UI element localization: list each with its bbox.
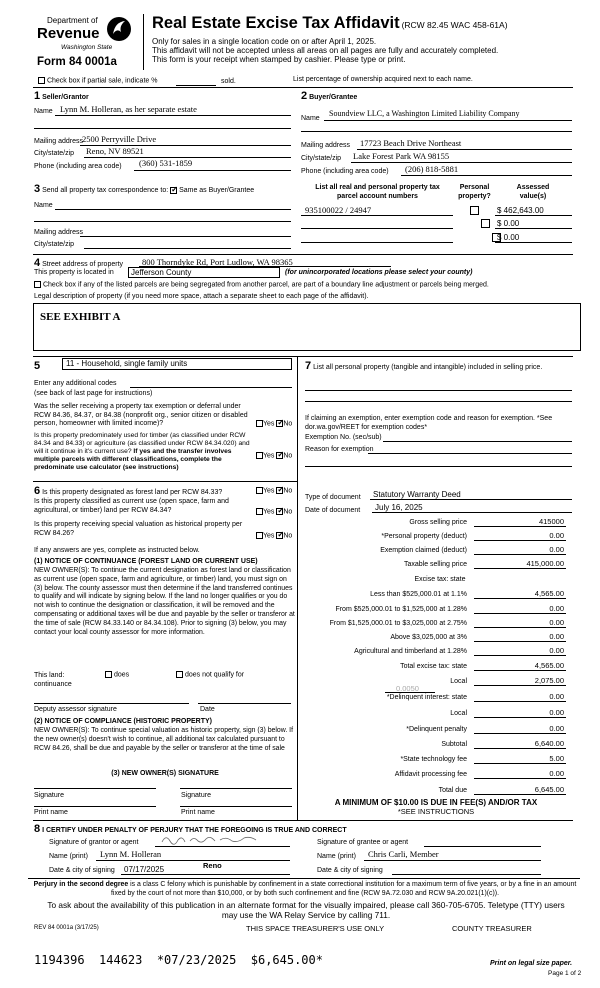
- owner-signature-line-1[interactable]: [34, 788, 156, 789]
- section5-q2-bold: If yes and the transfer involves multiple parcels with different classifications, complete the predominate use calculator (see instructions): [34, 448, 232, 471]
- doc-date-label: Date of document: [305, 507, 361, 514]
- street-label: Street address of property: [42, 261, 124, 268]
- tax-row-line: [474, 613, 566, 614]
- grantor-city[interactable]: Reno: [203, 861, 222, 870]
- q1-no-label: No: [283, 420, 293, 428]
- seller-name-line: [55, 115, 291, 116]
- q1-yes-label: Yes: [263, 420, 275, 428]
- section6-if-yes: If any answers are yes, complete as instructed below.: [34, 547, 200, 554]
- s6q1-yes-label: Yes: [263, 487, 275, 495]
- tax-row-label: *Delinquent penalty: [406, 726, 467, 733]
- continuance-label: continuance: [34, 681, 72, 688]
- s6q3-no-checkbox[interactable]: [276, 532, 283, 539]
- doc-type[interactable]: Statutory Warranty Deed: [373, 490, 461, 499]
- tax-row-value[interactable]: 0.00: [549, 646, 564, 655]
- does-not-label: does not qualify for: [184, 671, 245, 679]
- section5-q2-answers: [256, 452, 292, 459]
- street-address[interactable]: 800 Thorndyke Rd, Port Ludlow, WA 98365: [142, 257, 293, 267]
- parcel-value-line-1: [495, 228, 572, 229]
- land-use-select[interactable]: 11 - Household, single family units: [62, 358, 292, 370]
- doc-date[interactable]: July 16, 2025: [375, 503, 423, 512]
- minimum-due-note: A MINIMUM OF $10.00 IS DUE IN FEE(S) AND/OR TAX: [334, 798, 538, 807]
- tax-row-value[interactable]: 415000: [538, 517, 564, 526]
- see-back-note: (see back of last page for instructions): [34, 390, 153, 397]
- seller-name-line-2: [34, 128, 291, 129]
- section7-text: [305, 360, 570, 374]
- section6-q1-row: [34, 485, 222, 497]
- rev-number: REV 84 0001a (3/17/25): [34, 925, 99, 931]
- continuance-text: NEW OWNER(S): To continue the current designation as forest land or classification as current use (open space, farm and agriculture, or timber) land, you must sign on (3) below. The county assessor must then determine if the land transferred continues to qualify and will indicate by signing below. If the land no longer qualifies or you do not wish to continue the designation or classification, it will be removed and the compensating or additional taxes will be due and payable by the seller or transferor at the time of sale (RCW 84.33.140 or 84.34.108). Prior to signing (3) below, you may contact your local county assessor for more information.: [34, 567, 295, 636]
- buyer-section-number: 2: [301, 90, 308, 102]
- tax-row-line: [474, 778, 566, 779]
- additional-codes-line[interactable]: [130, 387, 292, 388]
- section4-street-row: [34, 257, 123, 269]
- tax-row-label: Less than $525,000.01 at 1.1%: [370, 591, 467, 598]
- tax-row-line: [474, 598, 566, 599]
- continuance-heading: (1) NOTICE OF CONTINUANCE (FOREST LAND OR CURRENT USE): [34, 558, 258, 565]
- section3-row: [34, 183, 254, 195]
- footer-divider: [28, 878, 580, 879]
- tax-row-value[interactable]: 415,000.00: [526, 559, 564, 568]
- tax-row-line: [474, 794, 566, 795]
- tax-row-line: [474, 554, 566, 555]
- tax-row-line: [474, 763, 566, 764]
- section5-q2-text: Is this property predominately used for timber (as classified under RCW 84.34 and 84.33) or agriculture (as classified under RCW 84.34.020) and will it continue in it's current use?: [34, 432, 250, 455]
- buyer-name-line-2: [301, 131, 572, 132]
- s6q1-yes-checkbox[interactable]: [256, 487, 263, 494]
- tax-row-label: Total due: [438, 787, 467, 794]
- buyer-phone[interactable]: (206) 818-5881: [405, 164, 459, 174]
- section3-mailing-label: Mailing address: [34, 229, 84, 236]
- grantee-date-line[interactable]: [392, 874, 541, 875]
- buyer-phone-line: [401, 175, 572, 176]
- parcel-row-line-2: [301, 242, 453, 243]
- grantor-name[interactable]: Lynn M. Holleran: [100, 849, 162, 859]
- form-title: Real Estate Excise Tax Affidavit: [152, 14, 400, 32]
- section7-label: List all personal property (tangible and intangible) included in selling price.: [313, 364, 543, 371]
- segregated-row: [34, 281, 489, 288]
- section3-city-line[interactable]: [84, 248, 291, 249]
- buyer-city[interactable]: Lake Forest Park WA 98155: [353, 151, 450, 161]
- s6q3-yes-checkbox[interactable]: [256, 532, 263, 539]
- deputy-date-label: Date: [200, 706, 215, 713]
- tax-row-label: Taxable selling price: [403, 561, 467, 568]
- tax-row-value[interactable]: 0.00: [549, 618, 564, 627]
- seller-phone[interactable]: (360) 531-1859: [139, 158, 193, 168]
- legal-label: Legal description of property (if you need more space, attach a separate sheet to each page of the affidavit).: [34, 293, 369, 300]
- q2-yes-label: Yes: [263, 452, 275, 460]
- grantor-signature-scribble: [160, 832, 260, 846]
- grantor-signature-label: Signature of grantor or agent: [49, 839, 139, 846]
- perjury-bold: Perjury in the second degree: [33, 881, 129, 888]
- deputy-date-line[interactable]: [198, 703, 291, 704]
- seller-city-label: City/state/zip: [34, 150, 75, 157]
- section4-number: 4: [34, 257, 41, 269]
- grantor-signature-line: [155, 846, 290, 847]
- q1-no-checkbox[interactable]: [276, 420, 283, 427]
- tax-row-label: From $1,525,000.01 to $3,025,000 at 2.75%: [329, 620, 467, 627]
- q2-no-checkbox[interactable]: [276, 452, 283, 459]
- tax-row-line: [474, 733, 566, 734]
- section8-heading: I CERTIFY UNDER PENALTY OF PERJURY THAT THE FOREGOING IS TRUE AND CORRECT: [42, 827, 347, 834]
- tax-row-value[interactable]: 6,645.00: [534, 785, 564, 794]
- section6-q3: Is this property receiving special valuation as historical property per RCW 84.26?: [34, 521, 243, 537]
- column-divider: [297, 356, 298, 821]
- s6q3-yes-label: Yes: [263, 532, 275, 540]
- tax-row-line: [474, 670, 566, 671]
- seller-phone-line: [134, 170, 291, 171]
- legal-size-note: Print on legal size paper.: [490, 960, 573, 967]
- parcel-value-line-0: [495, 215, 572, 216]
- local-rate-line: [385, 692, 435, 693]
- tax-row-line: [474, 627, 566, 628]
- seller-name-label: Name: [34, 108, 53, 115]
- tax-row-line: [474, 655, 566, 656]
- s6q3-no-label: No: [283, 532, 293, 540]
- s6q1-no-label: No: [283, 487, 293, 495]
- same-as-buyer-checkbox[interactable]: [170, 187, 177, 194]
- page-number: Page 1 of 2: [548, 970, 582, 977]
- section3-mailing-line[interactable]: [80, 236, 291, 237]
- exemption-text: If claiming an exemption, enter exemption code and reason for exemption. *See dor.wa.gov/REET for exemption codes*: [305, 415, 553, 431]
- doc-type-line: [370, 499, 572, 500]
- tax-row-label: *Delinquent interest: state: [386, 694, 467, 701]
- tax-row-label: Above $3,025,000 at 3%: [390, 634, 467, 641]
- section-divider-4: [33, 254, 573, 255]
- tax-row-value[interactable]: 0.00: [549, 531, 564, 540]
- tax-row-line: [474, 641, 566, 642]
- tax-row-label: Agricultural and timberland at 1.28%: [354, 648, 467, 655]
- grantee-name[interactable]: Chris Carli, Member: [368, 849, 439, 859]
- section5-q1-answers: [256, 420, 292, 427]
- tax-row-line: [474, 540, 566, 541]
- section3-number: 3: [34, 183, 41, 195]
- tax-row-label: Gross selling price: [409, 519, 467, 526]
- legal-description-box[interactable]: [33, 303, 581, 351]
- partial-sale-sold: sold.: [221, 78, 236, 85]
- tax-row-line: [474, 568, 566, 569]
- section6-number: 6: [34, 485, 41, 497]
- section3-city-label: City/state/zip: [34, 241, 75, 248]
- exemption-no-line[interactable]: [383, 441, 572, 442]
- compliance-text: NEW OWNER(S): To continue special valuation as historic property, sign (3) below. If the new owner(s) doesn't wish to continue, all additional tax calculated pursuant to RCW 84.26, shall be due and payable by the seller or transferor at the time of sale: [34, 727, 294, 752]
- tax-row-value[interactable]: 0.00: [549, 692, 564, 701]
- s6q2-yes-label: Yes: [263, 508, 275, 516]
- tax-row-value[interactable]: 6,640.00: [534, 739, 564, 748]
- section8-number: 8: [34, 823, 41, 835]
- exemption-no-label: Exemption No. (sec/sub): [305, 434, 382, 441]
- this-land-text: This land:: [34, 672, 65, 679]
- personal-property-line-1[interactable]: [305, 390, 572, 391]
- partial-sale-checkbox[interactable]: [38, 77, 45, 84]
- grantee-date-label: Date & city of signing: [317, 867, 383, 874]
- county-treasurer: COUNTY TREASURER: [452, 924, 532, 933]
- does-option: [105, 671, 129, 678]
- tax-row-label: Total excise tax: state: [400, 663, 467, 670]
- deputy-signature-label: Deputy assessor signature: [34, 706, 117, 713]
- grantee-name-label: Name (print): [317, 853, 356, 860]
- tax-row-label: Local: [450, 678, 467, 685]
- buyer-heading-label: Buyer/Grantee: [309, 94, 358, 101]
- parcel-value-line-2: [495, 242, 572, 243]
- tax-row-label: Exemption claimed (deduct): [380, 547, 467, 554]
- grantor-date-label: Date & city of signing: [49, 867, 115, 874]
- dor-swirl-icon: [105, 14, 133, 44]
- section6-q2: Is this property classified as current use (open space, farm and agricultural, or timber) land per RCW 84.34?: [34, 498, 229, 514]
- parcel-value-1[interactable]: $ 0.00: [497, 219, 520, 228]
- parcel-row-line-1: [301, 228, 453, 229]
- seller-heading: [34, 90, 89, 102]
- seller-phone-label: Phone (including area code): [34, 163, 122, 170]
- buyer-mailing-line: [357, 149, 572, 150]
- section6-q1-answers: [256, 487, 292, 494]
- local-rate: 0.0050: [396, 684, 419, 693]
- tax-row-value[interactable]: 0.00: [549, 632, 564, 641]
- parcel-row-line-0: [301, 215, 453, 216]
- buyer-name[interactable]: Soundview LLC, a Washington Limited Liability Company: [329, 109, 520, 118]
- tax-row-line: [474, 717, 566, 718]
- seller-mailing[interactable]: 2500 Perryville Drive: [82, 134, 157, 144]
- parcels-header-personal: Personal property?: [458, 184, 491, 200]
- buyer-mailing-label: Mailing address: [301, 142, 351, 149]
- dor-logo-text-department: Department of: [47, 16, 98, 25]
- header-divider: [143, 14, 144, 70]
- grantor-date[interactable]: 07/17/2025: [124, 865, 165, 874]
- tax-row-value[interactable]: 0.00: [549, 724, 564, 733]
- section6-q3-answers: [256, 532, 292, 539]
- section6-q2-answers: [256, 508, 292, 515]
- seller-name[interactable]: Lynn M. Holleran, as her separate estate: [60, 104, 197, 114]
- tax-row-value[interactable]: 5.00: [549, 754, 564, 763]
- owner-signature-label-2: Signature: [181, 792, 211, 799]
- buyer-city-label: City/state/zip: [301, 155, 342, 162]
- section3-name-label: Name: [34, 202, 53, 209]
- grantee-signature-line[interactable]: [424, 846, 541, 847]
- parcel-personal-checkbox-1[interactable]: [481, 219, 490, 228]
- buyer-city-line: [351, 162, 572, 163]
- section5-q2: [34, 432, 256, 472]
- located-label: This property is located in: [34, 269, 114, 276]
- section3-name-line-2: [34, 221, 291, 222]
- tax-row-value[interactable]: 0.00: [549, 708, 564, 717]
- treasurer-stamp: 1194396 144623 *07/23/2025 $6,645.00*: [34, 953, 323, 967]
- s6q2-no-label: No: [283, 508, 293, 516]
- dor-logo-text-state: Washington State: [61, 44, 113, 51]
- tax-row-label: Excise tax: state: [414, 576, 466, 583]
- tax-row-label: From $525,000.01 to $1,525,000 at 1.28%: [335, 606, 467, 613]
- county-note: (for unincorporated locations please select your county): [285, 269, 473, 276]
- header-note-2: This affidavit will not be accepted unless all areas on all pages are fully and accurately completed.: [152, 46, 499, 55]
- tax-row-value[interactable]: 0.00: [549, 545, 564, 554]
- grantor-name-label: Name (print): [49, 853, 88, 860]
- form-rcw: (RCW 82.45 WAC 458-61A): [401, 20, 508, 30]
- header-note-1: Only for sales in a single location code on or after April 1, 2025.: [152, 37, 377, 46]
- section7-number: 7: [305, 360, 312, 372]
- buyer-mailing[interactable]: 17723 Beach Drive Northeast: [360, 138, 462, 148]
- does-checkbox[interactable]: [105, 671, 112, 678]
- parcel-personal-checkbox-0[interactable]: [470, 206, 479, 215]
- buyer-phone-label: Phone (including area code): [301, 168, 389, 175]
- section-divider-5: [33, 356, 573, 357]
- perjury-notice: [26, 881, 584, 898]
- tax-row-value[interactable]: 4,565.00: [534, 589, 564, 598]
- tax-row-line: [474, 748, 566, 749]
- grantee-signature-label: Signature of grantee or agent: [317, 839, 409, 846]
- new-owner-signature-heading: (3) NEW OWNER(S) SIGNATURE: [111, 770, 219, 777]
- dor-logo: [33, 14, 133, 72]
- section5-number: 5: [34, 360, 41, 372]
- s6q1-no-checkbox[interactable]: [276, 487, 283, 494]
- additional-codes-label: Enter any additional codes: [34, 380, 117, 387]
- grantee-name-line: [364, 860, 541, 861]
- same-as-buyer-label: Same as Buyer/Grantee: [179, 187, 255, 194]
- q1-yes-checkbox[interactable]: [256, 420, 263, 427]
- does-label: does: [113, 671, 130, 679]
- tax-row-label: Local: [450, 710, 467, 717]
- owner-print-label-1: Print name: [34, 809, 68, 816]
- seller-mailing-label: Mailing address: [34, 138, 84, 145]
- treasurer-use: THIS SPACE TREASURER'S USE ONLY: [246, 924, 385, 933]
- grantor-name-line: [96, 860, 290, 861]
- tax-row-value[interactable]: 0.00: [549, 769, 564, 778]
- reason-line[interactable]: [368, 453, 572, 454]
- section-divider-top: [33, 87, 573, 88]
- doc-type-label: Type of document: [305, 494, 361, 501]
- compliance-heading: (2) NOTICE OF COMPLIANCE (HISTORIC PROPERTY): [34, 718, 212, 725]
- perjury-text: is a class C felony which is punishable by confinement in a state correctional institution for a maximum term of five years, or by a fine in an amount fixed by the court of not more than $10,000, or by both such confinement and fine (RCW 9A.72.030 and RCW 9A.20.021(1)(c)).: [111, 881, 577, 897]
- section-divider-6: [33, 481, 297, 482]
- section3-text: Send all property tax correspondence to:: [42, 187, 169, 194]
- buyer-heading: [301, 90, 357, 102]
- tax-row-label: Affidavit processing fee: [394, 771, 467, 778]
- owner-signature-line-2[interactable]: [180, 788, 292, 789]
- form-title-row: [152, 14, 508, 33]
- grantor-date-line: [121, 874, 290, 875]
- tax-row-value[interactable]: 0.00: [549, 604, 564, 613]
- deputy-signature-line[interactable]: [34, 703, 189, 704]
- seller-heading-label: Seller/Grantor: [42, 94, 89, 101]
- owner-signature-label-1: Signature: [34, 792, 64, 799]
- tax-row-line: [474, 526, 566, 527]
- owner-print-line-1[interactable]: [34, 806, 156, 807]
- tax-row-value[interactable]: 2,075.00: [534, 676, 564, 685]
- see-instructions: *SEE INSTRUCTIONS: [397, 807, 475, 816]
- seller-section-number: 1: [34, 90, 41, 102]
- owner-print-line-2[interactable]: [180, 806, 292, 807]
- tax-row-line: [474, 701, 566, 702]
- parcel-value-0[interactable]: $ 462,643.00: [497, 206, 544, 215]
- tax-row-label: Subtotal: [441, 741, 467, 748]
- form-number: Form 84 0001a: [37, 56, 117, 68]
- this-land-label: [34, 671, 72, 689]
- buyer-name-line: [324, 120, 572, 121]
- parcels-header-numbers: List all real and personal property tax parcel account numbers: [315, 184, 440, 200]
- partial-sale-row: [38, 77, 157, 84]
- tax-row-label: *Personal property (deduct): [381, 533, 467, 540]
- section-divider-8: [33, 820, 573, 821]
- personal-property-line-2[interactable]: [305, 401, 572, 402]
- section6-q1: Is this property designated as forest land per RCW 84.33?: [42, 489, 223, 496]
- header-note-3: This form is your receipt when stamped by cashier. Please type or print.: [152, 55, 406, 64]
- owner-print-label-2: Print name: [181, 809, 215, 816]
- does-not-option: [176, 671, 244, 678]
- tax-row-label: *State technology fee: [400, 756, 467, 763]
- section5-q1: Was the seller receiving a property tax exemption or deferral under RCW 84.36, 84.37, or 84.38 (nonprofit org., senior citizen or disabled person, homeowner with limited income)?: [34, 403, 248, 427]
- parcel-value-2[interactable]: $ 0.00: [497, 233, 520, 242]
- county-select[interactable]: Jefferson County: [128, 267, 280, 278]
- partial-sale-label: Check box if partial sale, indicate %: [46, 77, 158, 85]
- segregated-checkbox[interactable]: [34, 281, 41, 288]
- legal-description: SEE EXHIBIT A: [40, 311, 121, 323]
- buyer-name-label: Name: [301, 115, 320, 122]
- reason-line-2[interactable]: [305, 466, 572, 467]
- partial-sale-percent-line[interactable]: [176, 85, 216, 86]
- doc-date-line: [372, 512, 572, 513]
- tax-row-line: [474, 685, 566, 686]
- reason-label: Reason for exemption: [305, 446, 374, 453]
- ownership-note: List percentage of ownership acquired next to each name.: [293, 76, 473, 83]
- q2-no-label: No: [283, 452, 293, 460]
- parcel-number-0[interactable]: 935100022 / 24947: [305, 205, 372, 215]
- dor-logo-text-revenue: Revenue: [37, 25, 100, 42]
- s6q2-yes-checkbox[interactable]: [256, 508, 263, 515]
- q2-yes-checkbox[interactable]: [256, 452, 263, 459]
- segregated-label: Check box if any of the listed parcels are being segregated from another parcel, are part of a boundary line adjustment or parcels being merged.: [42, 281, 489, 289]
- s6q2-no-checkbox[interactable]: [276, 508, 283, 515]
- tax-row-value[interactable]: 4,565.00: [534, 661, 564, 670]
- section3-name-line[interactable]: [55, 209, 291, 210]
- seller-city[interactable]: Reno, NV 89521: [86, 146, 144, 156]
- parcels-header-assessed: Assessed value(s): [516, 184, 550, 200]
- accessibility-notice: To ask about the availability of this publication in an alternate format for the visually impaired, please call 360-705-6705. Teletype (TTY) users may use the WA Relay Service by calling 711.: [47, 900, 565, 920]
- does-not-checkbox[interactable]: [176, 671, 183, 678]
